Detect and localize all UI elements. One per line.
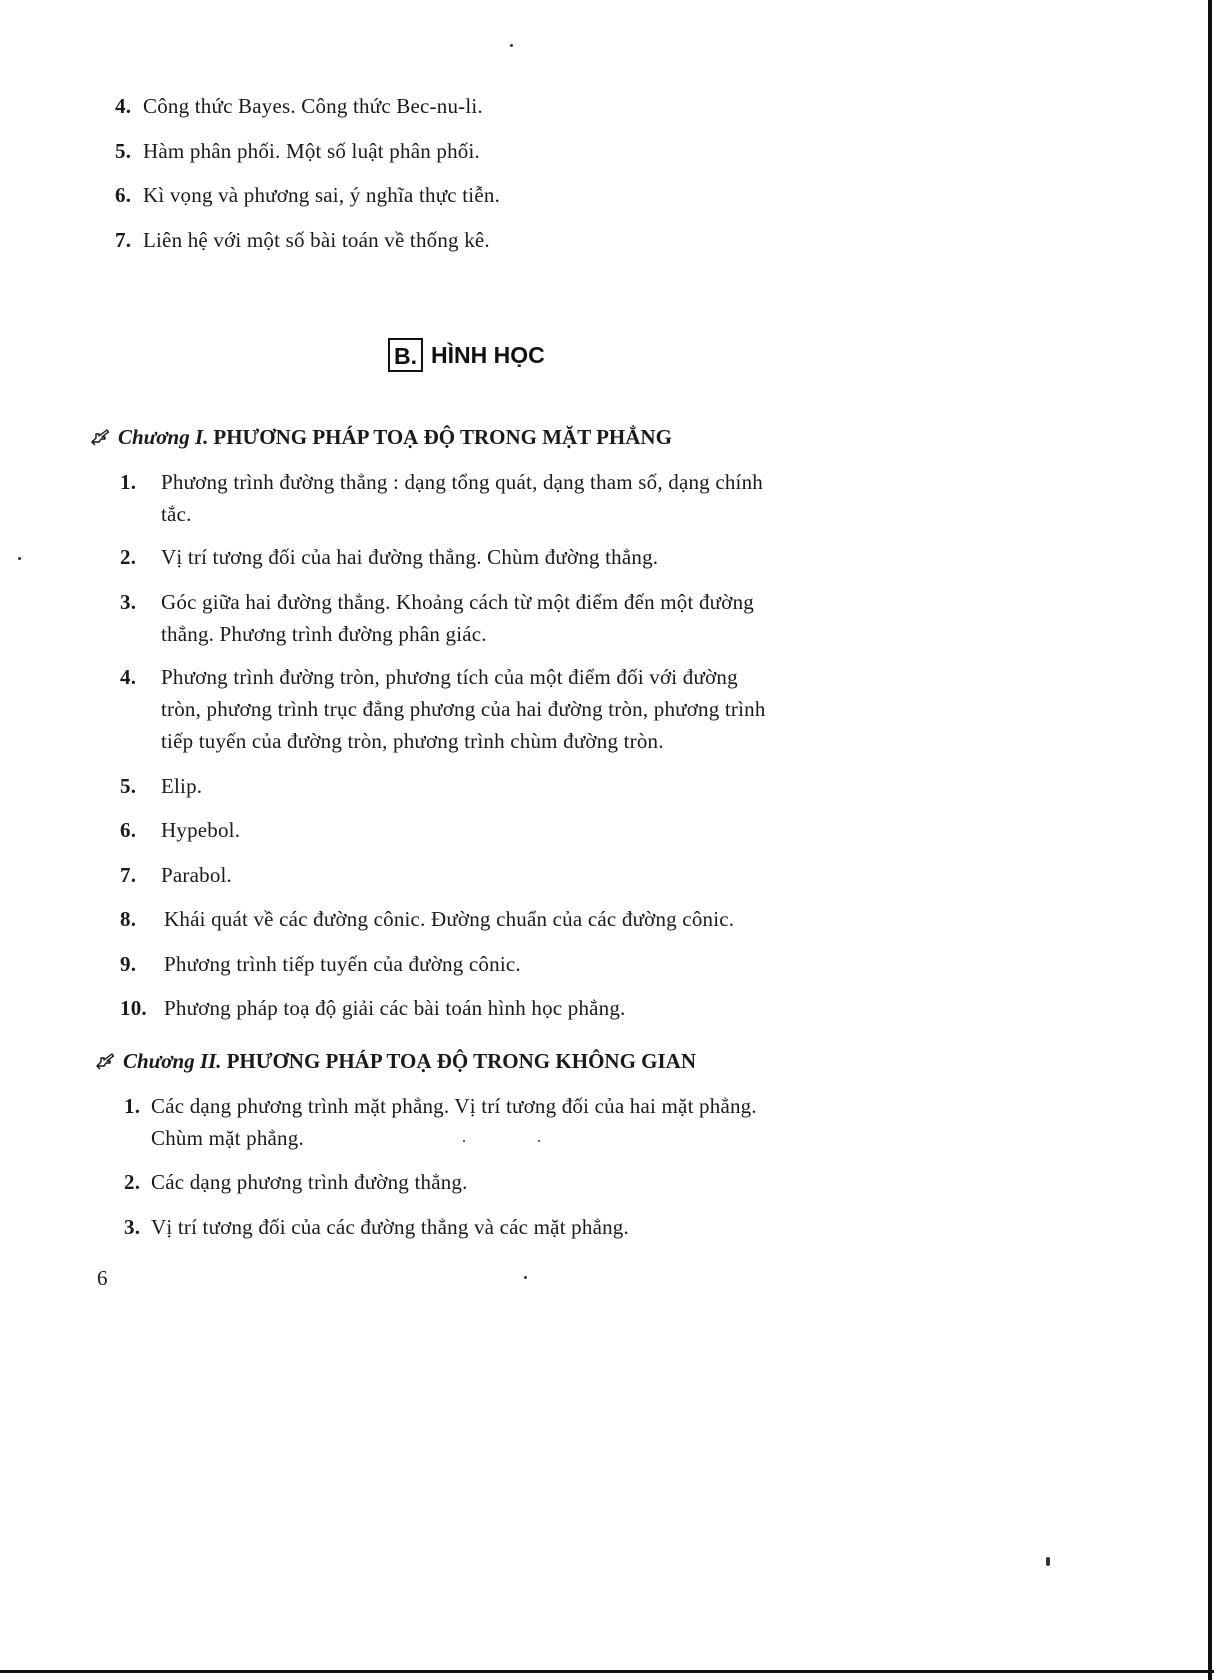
list-item: 3. Góc giữa hai đường thẳng. Khoảng cách từ một điểm đến một đường thẳng. Phương trình đường phân giác. <box>120 590 754 646</box>
page-edge-right <box>1208 0 1212 1680</box>
list-item: 2. Vị trí tương đối của hai đường thẳng. Chùm đường thẳng. <box>120 545 659 569</box>
section-letter-box: B. <box>388 338 423 372</box>
scan-speck <box>18 557 21 560</box>
list-item: 2. Các dạng phương trình đường thẳng. <box>124 1170 468 1194</box>
list-item: 7. Parabol. <box>120 863 232 887</box>
list-item: 1. Các dạng phương trình mặt phẳng. Vị trí tương đối của hai mặt phẳng. Chùm mặt phẳng. <box>124 1094 757 1150</box>
chapter-title: PHƯƠNG PHÁP TOẠ ĐỘ TRONG MẶT PHẲNG <box>213 425 672 449</box>
chapter-heading <box>90 422 672 452</box>
section-heading <box>388 338 545 372</box>
list-item: 3. Vị trí tương đối của các đường thẳng và các mặt phẳng. <box>124 1215 629 1239</box>
list-item: 9. Phương trình tiếp tuyến của đường cônic. <box>120 952 521 976</box>
chapter-title: PHƯƠNG PHÁP TOẠ ĐỘ TRONG KHÔNG GIAN <box>226 1049 696 1073</box>
list-item: 10. Phương pháp toạ độ giải các bài toán hình học phẳng. <box>120 996 626 1020</box>
list-item: 1. Phương trình đường thẳng : dạng tổng quát, dạng tham số, dạng chính tắc. <box>120 470 763 526</box>
list-item: 6. Hypebol. <box>120 818 241 842</box>
scan-speck <box>510 44 513 47</box>
chapter-label: Chương II. <box>123 1049 222 1073</box>
list-item: 4. Phương trình đường tròn, phương tích của một điểm đối với đường tròn, phương trình trục đẳng phương của hai đường tròn, phương trình tiếp tuyến của đường tròn, phương trình chùm đường tròn. <box>120 665 766 753</box>
chapter-heading <box>95 1046 696 1076</box>
page-edge-bottom <box>0 1670 1214 1673</box>
list-item: 5. Hàm phân phối. Một số luật phân phối. <box>115 139 480 163</box>
list-item: 8. Khái quát về các đường cônic. Đường chuẩn của các đường cônic. <box>120 907 735 931</box>
scan-speck <box>1046 1557 1050 1566</box>
list-item: 5. Elip. <box>120 774 203 798</box>
page-number: 6 <box>97 1266 108 1290</box>
list-item: 6. Kì vọng và phương sai, ý nghĩa thực tiễn. <box>115 183 501 207</box>
section-title: HÌNH HỌC <box>431 341 545 368</box>
list-item: 7. Liên hệ với một số bài toán về thống kê. <box>115 228 490 252</box>
scan-speck <box>524 1276 527 1279</box>
pointing-hand-icon <box>90 427 110 447</box>
pointing-hand-icon <box>95 1051 115 1071</box>
chapter-label: Chương I. <box>118 425 209 449</box>
list-item: 4. Công thức Bayes. Công thức Bec-nu-li. <box>115 94 483 118</box>
